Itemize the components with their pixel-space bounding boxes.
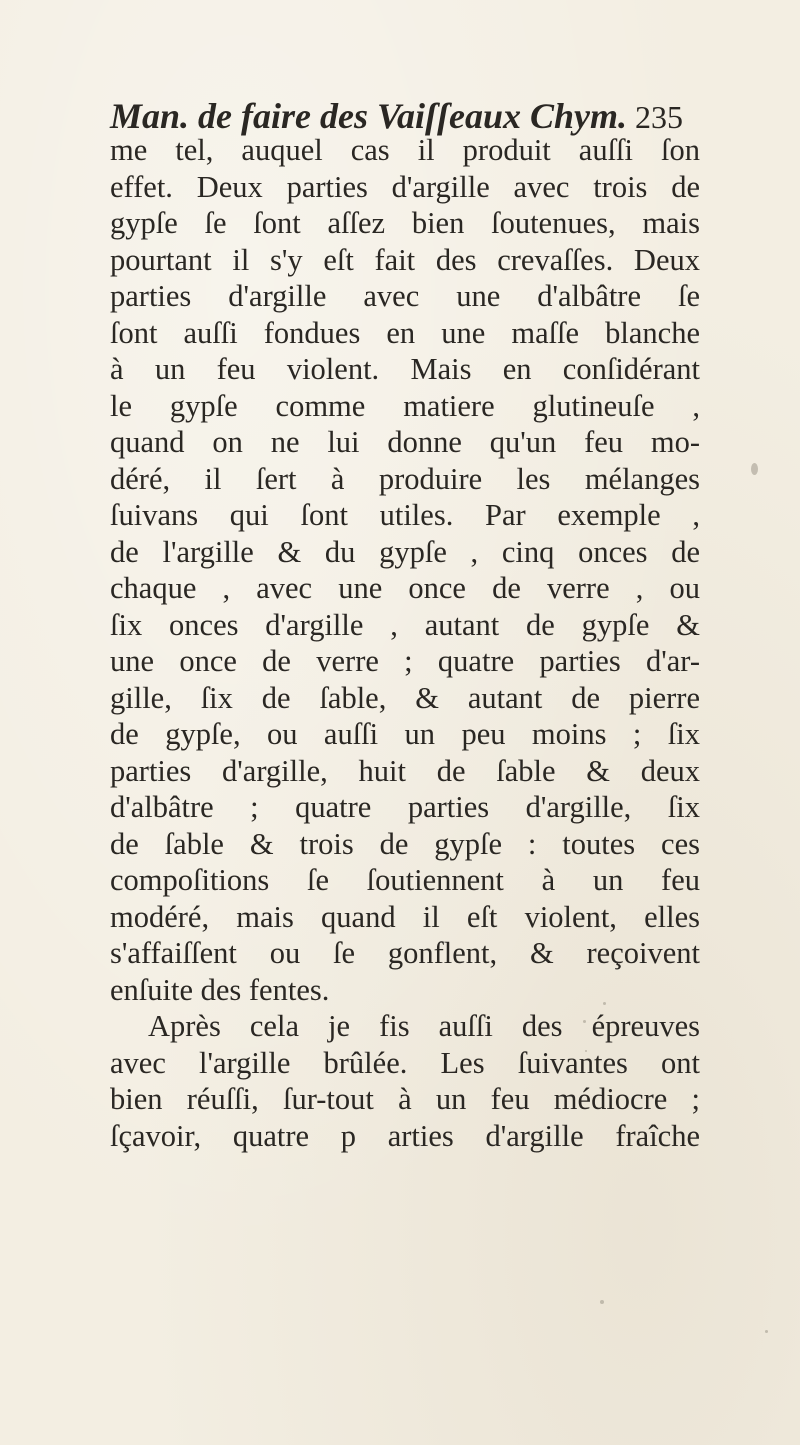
text-line: d'albâtre ; quatre parties d'argille, ſix [110, 790, 700, 824]
text-line: de l'argille & du gypſe , cinq onces de [110, 534, 700, 569]
text-line: déré, il ſert à produire les mélanges [110, 461, 700, 496]
text-line: gypſe ſe ſont aſſez bien ſoutenues, mais [110, 206, 700, 240]
ink-speck [585, 1050, 587, 1052]
text-line: effet. Deux parties d'argille avec trois de [110, 169, 700, 204]
text-line: enſuite des fentes. [110, 972, 330, 1007]
text-line: me tel, auquel cas il produit auſſi ſon [110, 133, 700, 167]
text-line: parties d'argille, huit de ſable & deux [110, 753, 700, 788]
text-line: chaque , avec une once de verre , ou [110, 571, 700, 605]
ink-speck [765, 1330, 768, 1333]
text-line: parties d'argille avec une d'albâtre ſe [110, 279, 700, 313]
text-line: bien réuſſi, ſur-tout à un feu médiocre ; [110, 1082, 700, 1116]
ink-speck [600, 1300, 604, 1304]
ink-speck [751, 463, 758, 475]
text-line: compoſitions ſe ſoutiennent à un feu [110, 863, 700, 897]
ink-speck [583, 1020, 586, 1023]
text-line: ſix onces d'argille , autant de gypſe & [110, 607, 700, 642]
text-line: ſçavoir, quatre p arties d'argille fraîche [110, 1118, 700, 1153]
body-text [110, 132, 700, 1154]
text-line: modéré, mais quand il eſt violent, elles [110, 899, 700, 934]
text-line: gille, ſix de ſable, & autant de pierre [110, 680, 700, 715]
text-line: à un feu violent. Mais en conſidérant [110, 352, 700, 386]
ink-speck [603, 1002, 606, 1005]
text-line: Après cela je fis auſſi des épreuves [148, 1009, 700, 1043]
running-head: Man. de faire des Vaiſſeaux Chym. [110, 96, 627, 136]
text-line: de gypſe, ou auſſi un peu moins ; ſix [110, 717, 700, 751]
text-line: le gypſe comme matiere glutineuſe , [110, 388, 700, 423]
page-number: 235 [635, 99, 683, 135]
text-line: de ſable & trois de gypſe : toutes ces [110, 826, 700, 861]
text-line: ſuivans qui ſont utiles. Par exemple , [110, 498, 700, 532]
text-line: s'affaiſſent ou ſe gonflent, & reçoivent [110, 936, 700, 970]
text-line: avec l'argille brûlée. Les ſuivantes ont [110, 1045, 700, 1080]
text-line: quand on ne lui donne qu'un feu mo- [110, 425, 700, 459]
text-line: une once de verre ; quatre parties d'ar- [110, 644, 700, 678]
text-line: ſont auſſi fondues en une maſſe blanche [110, 315, 700, 350]
text-line: pourtant il s'y eſt fait des crevaſſes. Deux [110, 242, 700, 277]
